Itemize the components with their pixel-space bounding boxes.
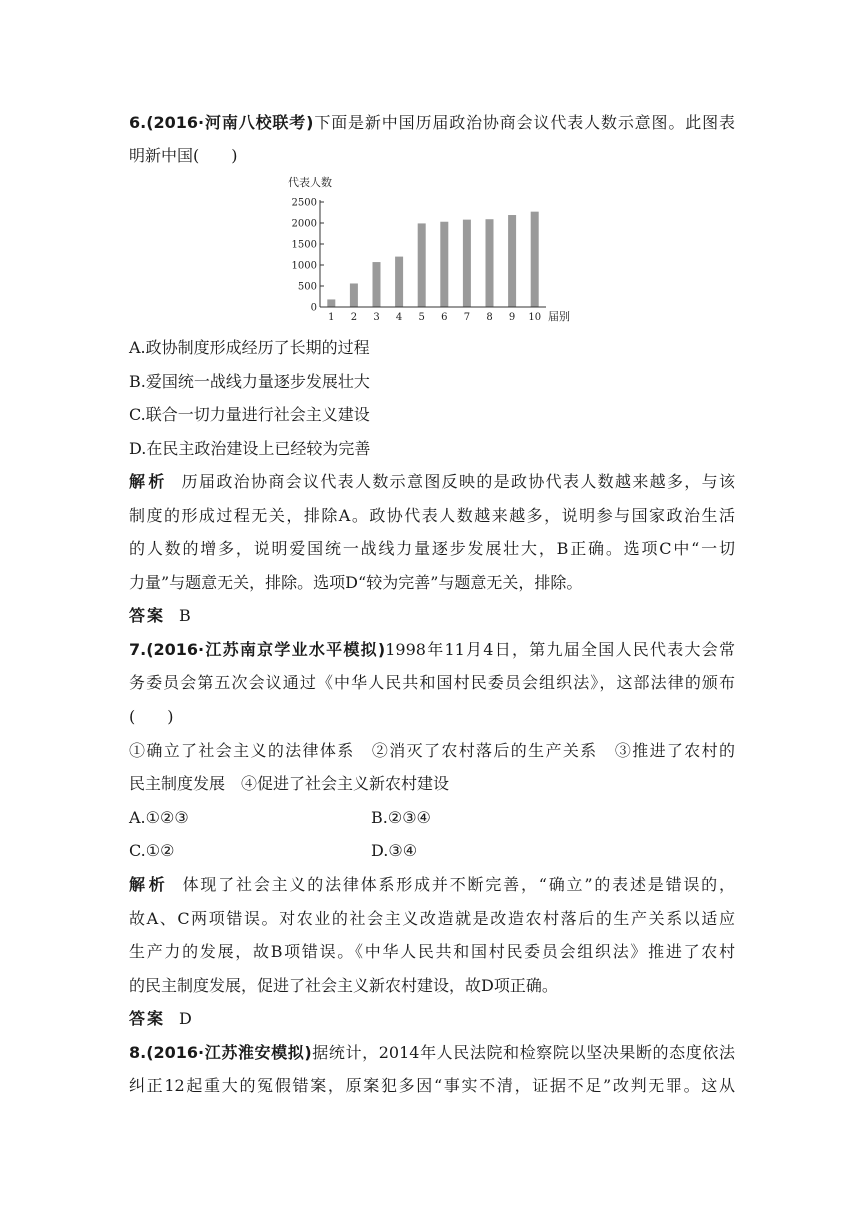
q8-stem-line-1: 8.(2016·江苏淮安模拟)据统计，2014年人民法院和检察院以坚决果断的态度依法 bbox=[129, 1043, 735, 1062]
bar-session-6 bbox=[440, 222, 448, 307]
bar-session-8 bbox=[486, 219, 494, 307]
q7-number: 7.(2016·江苏南京学业水平模拟) bbox=[129, 640, 386, 659]
x-tick-label: 6 bbox=[441, 312, 448, 322]
q7-answer-value: D bbox=[179, 1009, 192, 1028]
bar-session-3 bbox=[373, 262, 381, 307]
q6-analysis-line-4: 力量”与题意无关，排除。选项D“较为完善”与题意无关，排除。 bbox=[129, 573, 583, 592]
q6-analysis-line-2: 制度的形成过程无关，排除A。政协代表人数越来越多，说明参与国家政治生活 bbox=[129, 506, 735, 525]
q8-number: 8.(2016·江苏淮安模拟) bbox=[129, 1043, 312, 1062]
q6-stem-line-1 bbox=[129, 113, 735, 133]
q7-analysis-line-4: 的民主制度发展，促进了社会主义新农村建设，故D项正确。 bbox=[129, 976, 558, 995]
x-tick-label: 7 bbox=[463, 312, 471, 322]
x-tick-label: 2 bbox=[350, 312, 358, 322]
x-tick-label: 9 bbox=[508, 312, 516, 322]
bar-session-1 bbox=[327, 299, 335, 307]
q7-option-d[interactable]: D.③④ bbox=[371, 841, 418, 860]
chart-bars bbox=[327, 212, 538, 307]
chart-y-axis-label: 代表人数 bbox=[288, 176, 332, 189]
q6-option-a[interactable]: A.政协制度形成经历了长期的过程 bbox=[129, 338, 370, 357]
q7-option-a[interactable]: A.①②③ bbox=[129, 808, 189, 827]
bar-session-9 bbox=[508, 215, 516, 307]
q7-answer bbox=[129, 1009, 192, 1029]
bar-session-7 bbox=[463, 220, 471, 307]
q6-answer-label: 答案 bbox=[129, 606, 166, 625]
q6-number: 6.(2016·河南八校联考) bbox=[129, 113, 314, 132]
delegates-bar-chart bbox=[284, 172, 584, 322]
q7-analysis-line-2: 故A、C两项错误。对农业的社会主义改造就是改造农村落后的生产关系以适应 bbox=[129, 909, 735, 928]
q7-answer-label: 答案 bbox=[129, 1009, 166, 1028]
q7-stem-line-2: 务委员会第五次会议通过《中华人民共和国村民委员会组织法》，这部法律的颁布 bbox=[129, 673, 735, 692]
y-tick-label: 2500 bbox=[291, 197, 317, 209]
y-tick-label: 1500 bbox=[291, 239, 317, 251]
x-tick-label: 10 bbox=[528, 312, 542, 322]
bar-session-2 bbox=[350, 283, 358, 307]
chart-x-ticks bbox=[328, 312, 541, 322]
q6-stem-text-1: 下面是新中国历届政治协商会议代表人数示意图。此图表 bbox=[313, 113, 735, 132]
q6-answer bbox=[129, 606, 191, 626]
chart-y-ticks bbox=[292, 198, 324, 314]
q7-stem-line-3: ( ) bbox=[129, 707, 174, 726]
q6-option-b[interactable]: B.爱国统一战线力量逐步发展壮大 bbox=[129, 372, 370, 391]
q7-items-line-1: ①确立了社会主义的法律体系 ②消灭了农村落后的生产关系 ③推进了农村的 bbox=[129, 741, 735, 760]
bar-session-4 bbox=[395, 257, 403, 307]
q7-option-b[interactable]: B.②③④ bbox=[371, 808, 431, 827]
q7-items-line-2: 民主制度发展 ④促进了社会主义新农村建设 bbox=[129, 774, 450, 793]
q8-stem-line-2: 纠正12起重大的冤假错案，原案犯多因“事实不清，证据不足”改判无罪。这从 bbox=[129, 1076, 735, 1095]
x-tick-label: 8 bbox=[486, 312, 493, 322]
y-tick-label: 500 bbox=[297, 281, 317, 293]
q6-analysis-label: 解析 bbox=[129, 472, 168, 491]
q6-analysis-line-1: 解析 历届政治协商会议代表人数示意图反映的是政协代表人数越来越多，与该 bbox=[129, 472, 735, 491]
q6-option-c[interactable]: C.联合一切力量进行社会主义建设 bbox=[129, 405, 370, 424]
x-tick-label: 5 bbox=[418, 312, 425, 322]
q7-stem-line-1: 7.(2016·江苏南京学业水平模拟)1998年11月4日，第九届全国人民代表大会常 bbox=[129, 640, 735, 659]
q6-analysis-line-3: 的人数的增多，说明爱国统一战线力量逐步发展壮大，B正确。选项C中“一切 bbox=[129, 539, 735, 558]
q7-analysis-line-1: 解析 体现了社会主义的法律体系形成并不断完善，“确立”的表述是错误的， bbox=[129, 875, 735, 894]
chart-x-axis-label: 届别 bbox=[548, 310, 570, 322]
y-tick-label: 2000 bbox=[291, 218, 317, 230]
q7-analysis-label: 解析 bbox=[129, 875, 169, 894]
q6-answer-value: B bbox=[179, 606, 191, 625]
bar-session-10 bbox=[531, 212, 539, 307]
bar-session-5 bbox=[418, 223, 426, 307]
q7-analysis-line-3: 生产力的发展，故B项错误。《中华人民共和国村民委员会组织法》推进了农村 bbox=[129, 942, 735, 961]
y-tick-label: 1000 bbox=[291, 260, 317, 272]
x-tick-label: 1 bbox=[328, 312, 335, 322]
y-tick-label: 0 bbox=[310, 302, 317, 314]
q6-option-d[interactable]: D.在民主政治建设上已经较为完善 bbox=[129, 439, 371, 458]
x-tick-label: 4 bbox=[395, 312, 403, 322]
x-tick-label: 3 bbox=[373, 312, 380, 322]
q7-option-c[interactable]: C.①② bbox=[129, 841, 175, 860]
q6-stem-line-2: 明新中国( ) bbox=[129, 146, 238, 165]
